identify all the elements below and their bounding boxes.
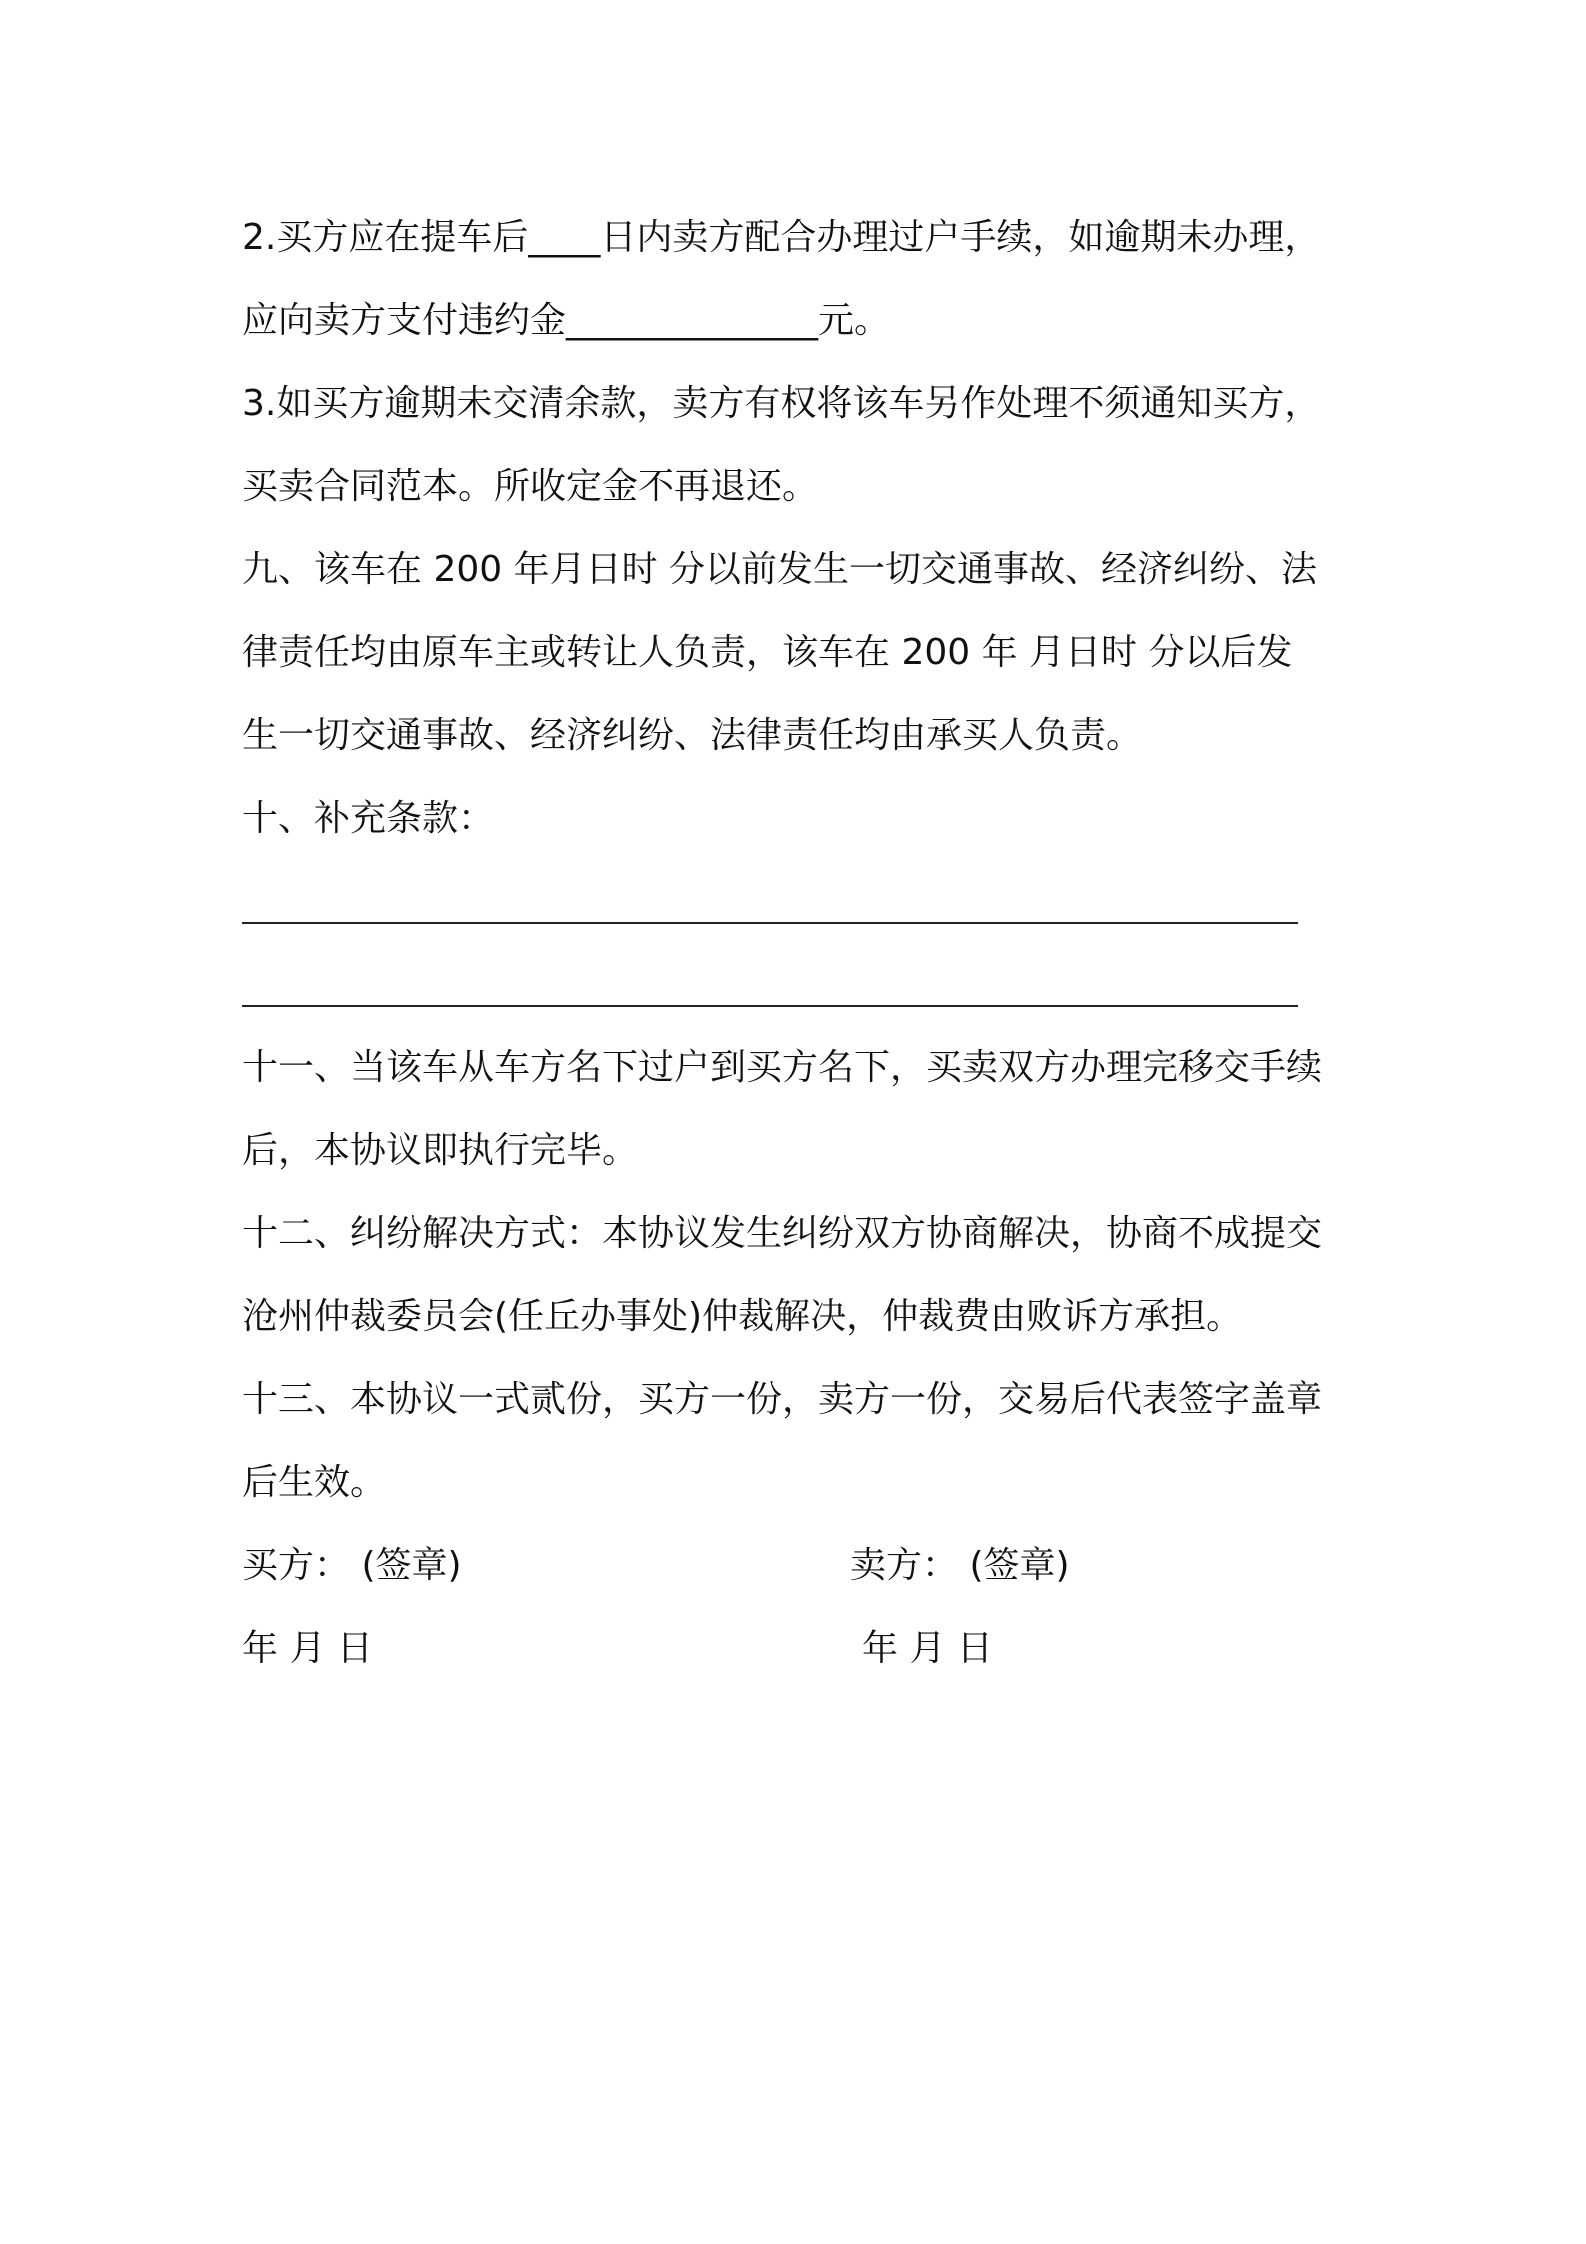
- clause-11-line-1: 十一、当该车从车方名下过户到买方名下，买卖双方办理完移交手续: [242, 1047, 1323, 1088]
- blank-underline: [242, 1005, 1298, 1007]
- supplementary-blank-line-2: [242, 943, 1372, 1026]
- clause-8-2-line-1: 2.买方应在提车后____日内卖方配合办理过户手续，如逾期未办理，: [242, 217, 1321, 258]
- buyer-signature: 买方： (签章): [242, 1545, 462, 1586]
- clause-9-line-3: 生一切交通事故、经济纠纷、法律责任均由承买人负责。: [242, 715, 1143, 756]
- clause-11-line-2: 后，本协议即执行完毕。: [242, 1130, 639, 1171]
- clause-8-3-line-1: 3.如买方逾期未交清余款，卖方有权将该车另作处理不须通知买方，: [242, 383, 1321, 424]
- clause-8-2-line-2: 应向卖方支付违约金______________元。: [242, 300, 891, 341]
- signature-row: [242, 1524, 1372, 1607]
- clause-13-line-1: 十三、本协议一式贰份，买方一份，卖方一份，交易后代表签字盖章: [242, 1379, 1323, 1420]
- supplementary-blank-line-1: [242, 860, 1372, 943]
- seller-date: 年 月 日: [862, 1628, 993, 1669]
- clause-9-line-1: 九、该车在 200 年月日时 分以前发生一切交通事故、经济纠纷、法: [242, 549, 1318, 590]
- clause-9-line-2: 律责任均由原车主或转让人负责，该车在 200 年 月日时 分以后发: [242, 632, 1293, 673]
- buyer-date: 年 月 日: [242, 1628, 373, 1669]
- clause-10-heading: 十、补充条款：: [242, 798, 495, 839]
- clause-12-line-1: 十二、纠纷解决方式：本协议发生纠纷双方协商解决，协商不成提交: [242, 1213, 1323, 1254]
- clause-12-line-2: 沧州仲裁委员会(任丘办事处)仲裁解决，仲裁费由败诉方承担。: [242, 1296, 1243, 1337]
- seller-signature: 卖方： (签章): [850, 1545, 1070, 1586]
- clause-8-3-line-2: 买卖合同范本。所收定金不再退还。: [242, 466, 819, 507]
- blank-underline: [242, 922, 1298, 924]
- date-row: [242, 1607, 1372, 1690]
- document-body: [242, 196, 1372, 1690]
- clause-13-line-2: 后生效。: [242, 1462, 387, 1503]
